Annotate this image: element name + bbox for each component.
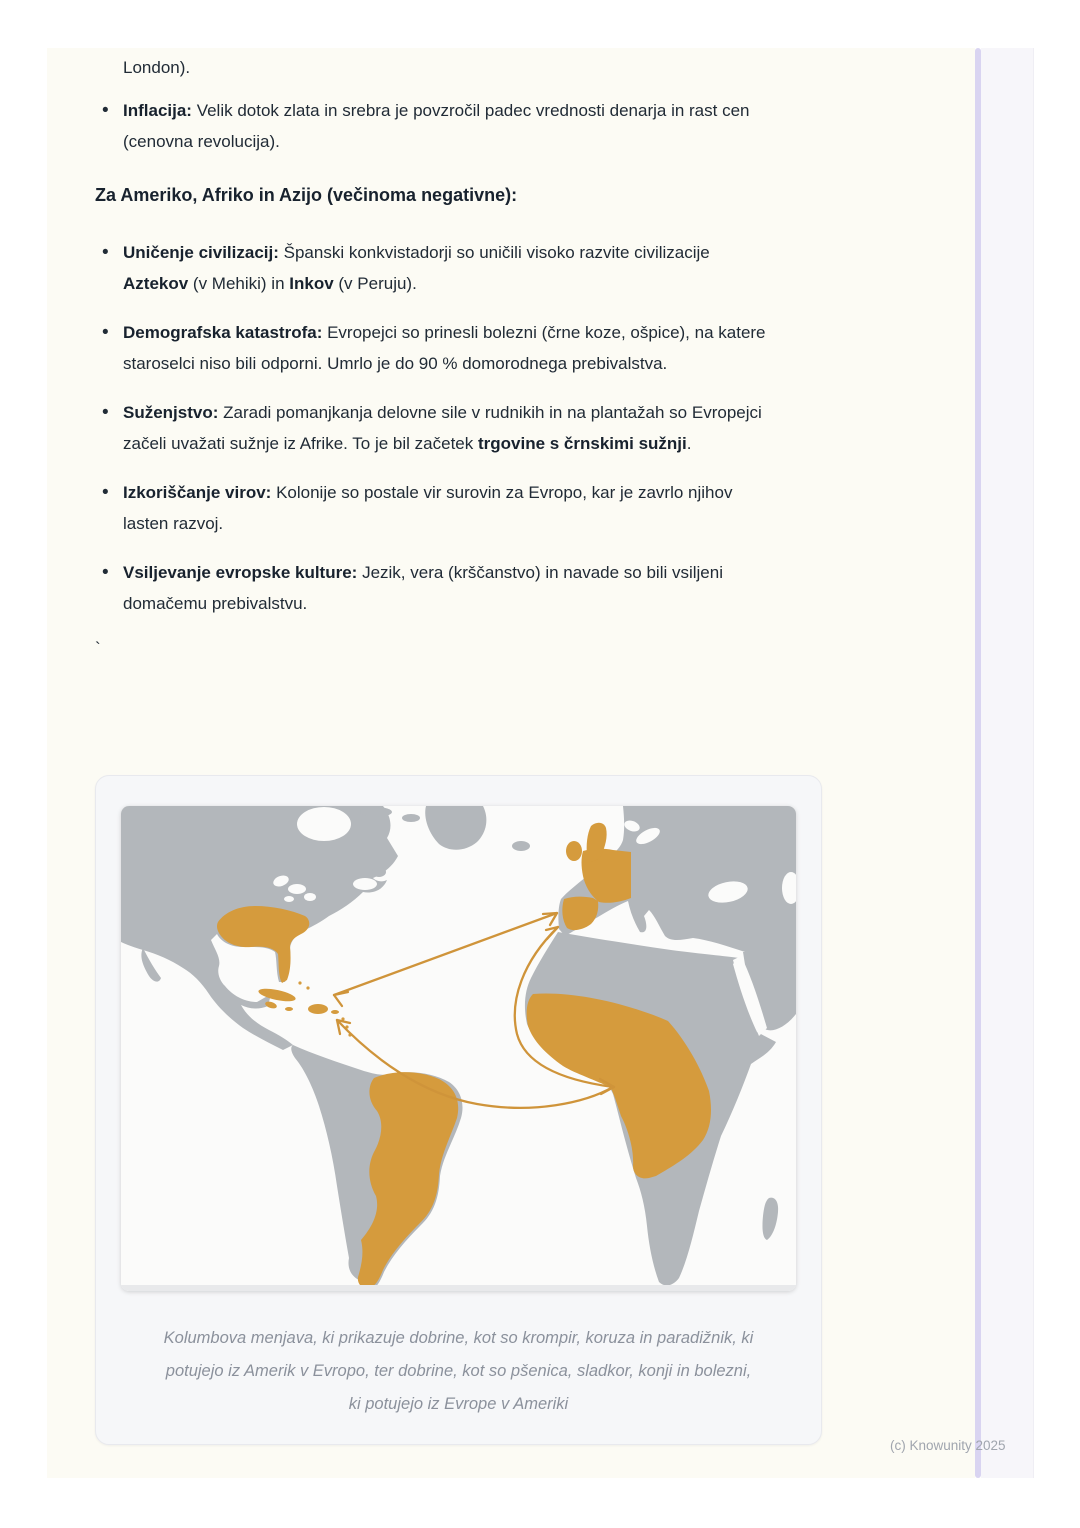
map-region-iceland [512, 841, 530, 851]
bullet-resources [95, 477, 771, 539]
figure-caption: Kolumbova menjava, ki prikazuje dobrine, kot so krompir, koruza in paradižnik, ki potujejo iz Amerik v Evropo, ter dobrine, kot so pšenica, sladkor, konji in bolezni, ki potujejo iz Evrope v Ameriki [163, 1329, 754, 1413]
bullet-resources-text: Izkoriščanje virov: Kolonije so postale vir surovin za Evropo, kar je zavrlo njihov lasten razvoj. [123, 483, 733, 533]
stray-backtick: ` [95, 639, 101, 658]
map-bottom-strip [121, 1285, 796, 1291]
bullet-list-consequences [95, 237, 771, 619]
map-great-lake-3 [304, 893, 316, 901]
paragraph-continuation: London). [123, 58, 191, 77]
map-gulf-st-lawrence [353, 878, 377, 890]
map-great-lake-2 [288, 884, 306, 894]
map-highlight-bahamas-1 [298, 981, 301, 984]
figure-card [95, 775, 822, 1445]
columbian-exchange-map[interactable] [121, 806, 796, 1291]
bullet-list-europe [95, 95, 771, 157]
map-hudson-bay [297, 807, 351, 841]
notes-text-column [95, 52, 771, 664]
map-great-lake-4 [284, 896, 294, 902]
map-highlight-puerto-rico [331, 1010, 339, 1014]
notes-page [47, 48, 975, 1478]
bullet-culture [95, 557, 771, 619]
map-highlight-bahamas-2 [306, 986, 309, 989]
bullet-culture-text: Vsiljevanje evropske kulture: Jezik, vera (krščanstvo) in navade so bili vsiljeni domačemu prebivalstvu. [123, 563, 723, 613]
map-region-newfoundland [372, 867, 386, 877]
map-region-arctic-island-2 [402, 814, 420, 822]
copyright-watermark: (c) Knowunity 2025 [890, 1438, 1006, 1453]
bullet-destruction [95, 237, 771, 299]
bullet-inflation [95, 95, 771, 157]
bullet-inflation-text: Inflacija: Velik dotok zlata in srebra je povzročil padec vrednosti denarja in rast cen (cenovna revolucija). [123, 101, 750, 151]
bullet-destruction-text: Uničenje civilizacij: Španski konkvistadorji so uničili visoko razvite civilizacije Aztekov (v Mehiki) in Inkov (v Peruju). [123, 243, 710, 293]
bullet-demographic-text: Demografska katastrofa: Evropejci so prinesli bolezni (črne koze, ošpice), na katere staroselci niso bili odporni. Umrlo je do 90 % domorodnega prebivalstva. [123, 323, 766, 373]
right-side-panel [981, 48, 1034, 1478]
map-highlight-jamaica [285, 1007, 293, 1011]
map-highlight-hispaniola [308, 1004, 328, 1014]
map-region-arctic-island-1 [360, 807, 392, 817]
bullet-slavery [95, 397, 771, 459]
section-heading: Za Ameriko, Afriko in Azijo (večinoma negativne): [95, 185, 518, 205]
bullet-slavery-text: Suženjstvo: Zaradi pomanjkanja delovne sile v rudnikih in na plantažah so Evropejci začeli uvažati sužnje iz Afrike. To je bil začetek trgovine s črnskimi sužnji. [123, 403, 762, 453]
scrollbar-thumb[interactable] [975, 48, 981, 1478]
bullet-demographic [95, 317, 771, 379]
map-highlight-ireland [566, 841, 582, 861]
